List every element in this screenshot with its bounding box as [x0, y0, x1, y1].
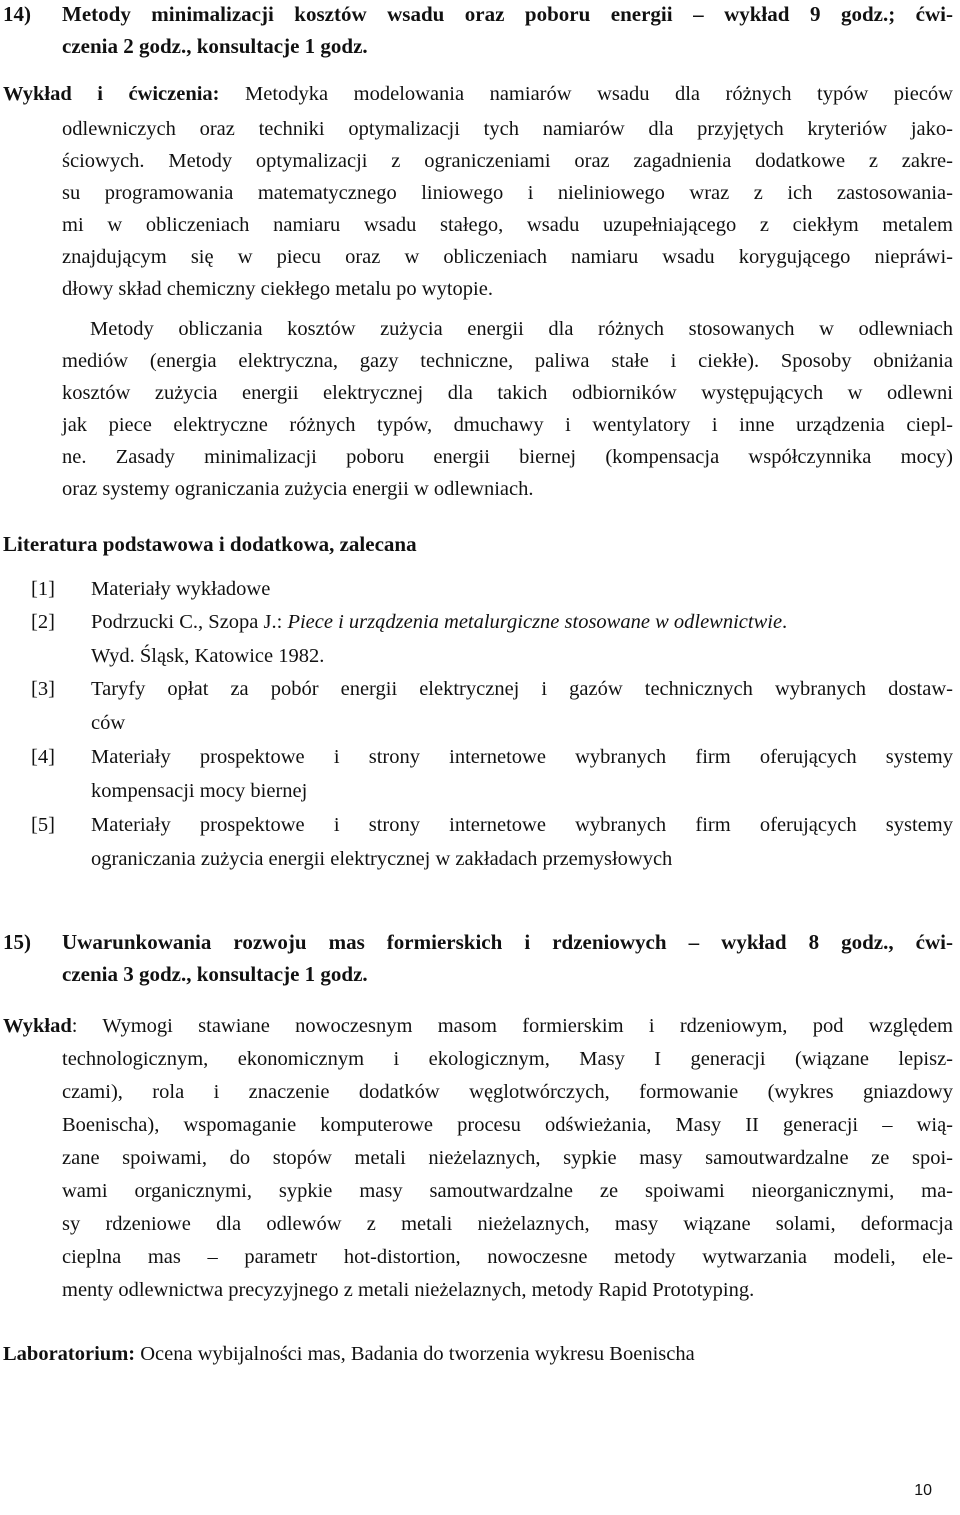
reference-2-title-end: . — [782, 611, 788, 633]
reference-4 — [91, 740, 953, 808]
section-14-text-line-6: znajdującym się w piecu oraz w obliczeniach namiaru wsadu korygującego niepráwi- — [62, 246, 953, 268]
section-15-text-line-3: czami), rola i znaczenie dodatków węglotwórczych, formowanie (wykres gniazdowy — [62, 1081, 953, 1103]
section-15-text-line-4: Boenischa), wspomaganie komputerowe procesu odświeżania, Masy II generacji – wią- — [62, 1114, 953, 1136]
section-14-text-line-2: odlewniczych oraz techniki optymalizacji tych namiarów dla przyjętych kryteriów jako- — [62, 118, 953, 140]
section-14-para2-line-5: ne. Zasady minimalizacji poboru energii biernej (kompensacja współczynnika mocy) — [62, 446, 953, 468]
section-15-text-line-1: : Wymogi stawiane nowoczesnym masom formierskim i rdzeniowym, pod względem — [71, 1015, 953, 1037]
reference-2-publisher: Wyd. Śląsk, Katowice 1982. — [91, 645, 325, 667]
section-15-text-line-7: sy rdzeniowe dla odlewów z metali nieżelaznych, masy wiązane solami, deformacja — [62, 1213, 953, 1235]
section-15-first-line-block — [3, 1010, 953, 1042]
page-number: 10 — [914, 1482, 932, 1499]
section-14-text-line-1: Metodyka modelowania namiarów wsadu dla różnych typów pieców — [219, 83, 953, 105]
reference-1 — [91, 572, 953, 606]
reference-4-line-2: kompensacji mocy biernej — [91, 780, 308, 802]
section-15-text-line-5: zane spoiwami, do stopów metali nieżelaznych, sypkie masy samoutwardzalne ze spoi- — [62, 1147, 953, 1169]
section-15-text-line-9: menty odlewnictwa precyzyjnego z metali nieżelaznych, metody Rapid Prototyping. — [62, 1279, 755, 1301]
section-14-para2-line-1: Metody obliczania kosztów zużycia energii dla różnych stosowanych w odlewniach — [90, 318, 953, 340]
laboratorium-text: Ocena wybijalności mas, Badania do tworzenia wykresu Boenischa — [135, 1343, 695, 1365]
section-15-title-line-1: Uwarunkowania rozwoju mas formierskich i rdzeniowych – wykład 8 godz., ćwi- — [62, 930, 953, 954]
reference-3-line-1: Taryfy opłat za pobór energii elektrycznej i gazów technicznych wybranych dostaw- — [91, 678, 953, 700]
section-15-text-line-8: cieplna mas – parametr hot-distortion, nowoczesne metody wytwarzania modeli, ele- — [62, 1246, 953, 1268]
section-15-label: Wykład — [3, 1015, 72, 1037]
section-14-para2-line-4: jak piece elektryczne różnych typów, dmuchawy i wentylatory i inne urządzenia ciepl- — [62, 414, 953, 436]
section-14-paragraph-1-first-line — [3, 78, 953, 110]
section-14-title-line-2: czenia 2 godz., konsultacje 1 godz. — [62, 34, 368, 58]
reference-5-line-1: Materiały prospektowe i strony internetowe wybranych firm oferujących systemy — [91, 814, 953, 836]
reference-1-text: Materiały wykładowe — [91, 578, 271, 600]
section-14-text-line-7: dłowy skład chemiczny ciekłego metalu po wytopie. — [62, 278, 493, 300]
section-15-title-line-2: czenia 3 godz., konsultacje 1 godz. — [62, 962, 368, 986]
section-14-title-line-1: Metody minimalizacji kosztów wsadu oraz poboru energii – wykład 9 godz.; ćwi- — [62, 2, 953, 26]
section-14-paragraph-2 — [62, 313, 953, 505]
reference-1-number: [1] — [31, 578, 55, 600]
reference-2-number: [2] — [31, 611, 55, 633]
section-14-number: 14) — [3, 2, 31, 26]
section-15-number: 15) — [3, 930, 31, 954]
reference-5-number: [5] — [31, 814, 55, 836]
section-14-label: Wykład i ćwiczenia: — [3, 83, 220, 105]
section-14-text-line-3: ściowych. Metody optymalizacji z ograniczeniami oraz zagadnienia dodatkowe z zakre- — [62, 150, 953, 172]
section-14-text-line-4: su programowania matematycznego liniowego i nieliniowego wraz z ich zastosowania- — [62, 182, 953, 204]
reference-5 — [91, 808, 953, 876]
section-15-paragraph — [62, 1043, 953, 1307]
section-14-text-line-5: mi w obliczeniach namiaru wsadu stałego, wsadu uzupełniającego z ciekłym metalem — [62, 214, 953, 236]
laboratorium-label: Laboratorium: — [3, 1343, 136, 1365]
literature-heading: Literatura podstawowa i dodatkowa, zalecana — [3, 532, 417, 556]
reference-4-line-1: Materiały prospektowe i strony internetowe wybranych firm oferujących systemy — [91, 746, 953, 768]
reference-4-number: [4] — [31, 746, 55, 768]
reference-3 — [91, 672, 953, 740]
section-14-para2-line-3: kosztów zużycia energii elektrycznej dla takich odbiorników występujących w odlewni — [62, 382, 953, 404]
laboratorium-block — [3, 1338, 953, 1370]
section-15-text-line-2: technologicznym, ekonomicznym i ekologicznym, Masy I generacji (wiązane lepisz- — [62, 1048, 953, 1070]
section-14-para2-line-6: oraz systemy ograniczania zużycia energii w odlewniach. — [62, 478, 534, 500]
section-15-title — [62, 926, 953, 990]
reference-3-number: [3] — [31, 678, 55, 700]
reference-3-line-2: ców — [91, 712, 126, 734]
section-14-para2-line-2: mediów (energia elektryczna, gazy techniczne, paliwa stałe i ciekłe). Sposoby obniżania — [62, 350, 953, 372]
reference-2-title: Piece i urządzenia metalurgiczne stosowane w odlewnictwie — [287, 611, 783, 633]
section-14-title — [62, 0, 953, 62]
literature-heading-block — [3, 528, 953, 560]
reference-2 — [91, 605, 953, 673]
section-15-text-line-6: wami organicznymi, sypkie masy samoutwardzalne ze spoiwami nieorganicznymi, ma- — [62, 1180, 953, 1202]
reference-2-authors: Podrzucki C., Szopa J.: — [91, 611, 288, 633]
section-14-paragraph-1 — [62, 113, 953, 305]
reference-5-line-2: ograniczania zużycia energii elektrycznej w zakładach przemysłowych — [91, 848, 673, 870]
